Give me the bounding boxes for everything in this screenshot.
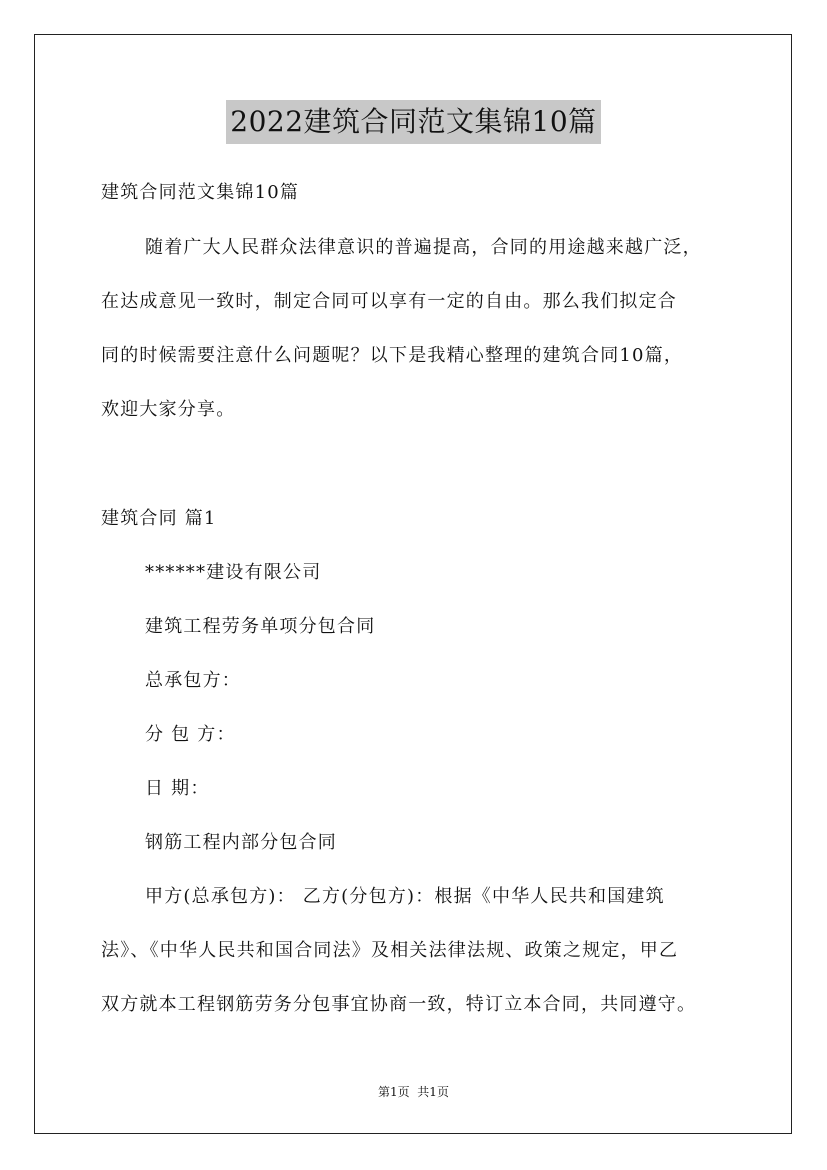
intro-line-2: 在达成意见一致时，制定合同可以享有一定的自由。那么我们拟定合 (101, 291, 677, 312)
general-contractor-field: 总承包方： (145, 670, 241, 691)
document-subtitle: 建筑合同范文集锦10篇 (101, 182, 300, 203)
intro-line-3: 同的时候需要注意什么问题呢？以下是我精心整理的建筑合同10篇， (101, 345, 684, 366)
document-title: 2022建筑合同范文集锦10篇 (226, 100, 600, 144)
contract-text-line-1: 甲方(总承包方)： 乙方(分包方)：根据《中华人民共和国建筑 (145, 886, 665, 907)
contract-name: 建筑工程劳务单项分包合同 (145, 616, 376, 637)
subcontractor-field: 分 包 方： (145, 724, 236, 745)
date-field: 日 期： (145, 778, 210, 799)
title-container (0, 100, 827, 144)
rebar-contract-title: 钢筋工程内部分包合同 (145, 832, 337, 853)
contract-text-line-3: 双方就本工程钢筋劳务分包事宜协商一致，特订立本合同，共同遵守。 (101, 994, 697, 1015)
intro-line-4: 欢迎大家分享。 (101, 399, 236, 420)
intro-line-1: 随着广大人民群众法律意识的普遍提高，合同的用途越来越广泛， (145, 237, 702, 258)
page-footer: 第1页 共1页 (378, 1085, 449, 1099)
company-name: ******建设有限公司 (145, 562, 322, 583)
section-heading: 建筑合同 篇1 (101, 508, 217, 529)
contract-text-line-2: 法》、《中华人民共和国合同法》及相关法律法规、政策之规定，甲乙 (101, 940, 679, 961)
